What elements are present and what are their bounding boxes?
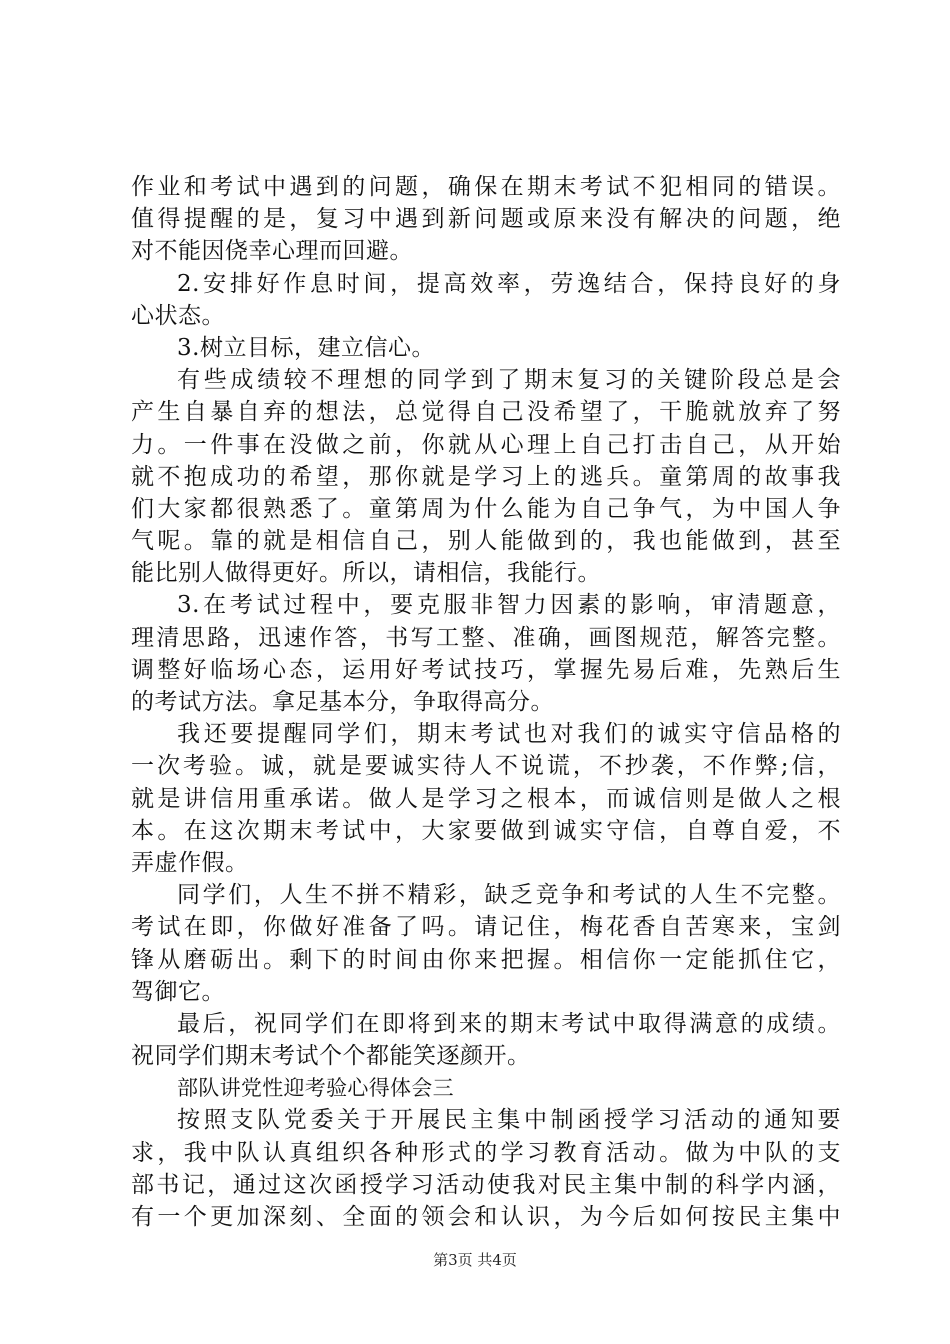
text-line: 的考试方法。拿足基本分，争取得高分。: [131, 689, 554, 715]
text-line: 有一个更加深刻、全面的领会和认识，为今后如何按民主集中: [131, 1204, 841, 1230]
text-line: 理清思路，迅速作答，书写工整、准确，画图规范，解答完整。: [131, 624, 841, 651]
text-line: 本。在这次期末考试中，大家要做到诚实守信，自尊自爱，不: [131, 817, 841, 844]
text-line: 考试在即，你做好准备了吗。请记住，梅花香自苦寒来，宝剑: [131, 914, 841, 941]
text-line: 按照支队党委关于开展民主集中制函授学习活动的通知要: [177, 1107, 841, 1134]
text-line: 锋从磨砺出。剩下的时间由你来把握。相信你一定能抓住它，: [131, 946, 841, 973]
text-line: 求，我中队认真组织各种形式的学习教育活动。做为中队的支: [131, 1139, 841, 1166]
text-line: 我还要提醒同学们，期末考试也对我们的诚实守信品格的: [177, 721, 841, 748]
text-line: 最后，祝同学们在即将到来的期末考试中取得满意的成绩。: [177, 1010, 841, 1037]
text-line: 部书记，通过这次函授学习活动使我对民主集中制的科学内涵，: [131, 1171, 841, 1198]
text-line: 弄虚作假。: [131, 849, 249, 876]
text-line: 祝同学们期末考试个个都能笑逐颜开。: [131, 1043, 531, 1070]
text-line: 驾御它。: [131, 978, 225, 1005]
text-line: 3.在考试过程中，要克服非智力因素的影响，审清题意，: [177, 592, 841, 619]
text-line: 一次考验。诚，就是要诚实待人不说谎，不抄袭，不作弊;信，: [131, 753, 841, 780]
text-line: 3.树立目标，建立信心。: [177, 334, 435, 361]
text-line: 能比别人做得更好。所以，请相信，我能行。: [131, 560, 601, 587]
text-line: 调整好临场心态，运用好考试技巧，掌握先易后难，先熟后生: [131, 656, 841, 683]
page-footer: [0, 1250, 950, 1270]
text-line: 气呢。靠的就是相信自己，别人能做到的，我也能做到，甚至: [131, 528, 841, 555]
text-line: 们大家都很熟悉了。童第周为什么能为自己争气，为中国人争: [131, 495, 841, 522]
text-line: 对不能因侥幸心理而回避。: [131, 238, 413, 265]
text-line: 就是讲信用重承诺。做人是学习之根本，而诚信则是做人之根: [131, 785, 841, 812]
text-line: 就不抱成功的希望，那你就是学习上的逃兵。童第周的故事我: [131, 463, 841, 490]
text-line: 2.安排好作息时间，提高效率，劳逸结合，保持良好的身: [177, 270, 841, 297]
text-line: 力。一件事在没做之前，你就从心理上自己打击自己，从开始: [131, 431, 841, 458]
text-line: 值得提醒的是，复习中遇到新问题或原来没有解决的问题，绝: [131, 206, 841, 233]
page-number-label: 第3页 共4页: [433, 1251, 517, 1269]
document-body: [131, 171, 841, 1233]
text-line: 同学们，人生不拼不精彩，缺乏竞争和考试的人生不完整。: [177, 882, 841, 909]
text-line: 作业和考试中遇到的问题，确保在期末考试不犯相同的错误。: [131, 174, 841, 200]
text-line: 心状态。: [131, 302, 225, 329]
text-line: 产生自暴自弃的想法，总觉得自己没希望了，干脆就放弃了努: [131, 399, 841, 426]
text-line: 有些成绩较不理想的同学到了期末复习的关键阶段总是会: [177, 367, 841, 394]
section-heading: 部队讲党性迎考验心得体会三: [177, 1076, 454, 1101]
